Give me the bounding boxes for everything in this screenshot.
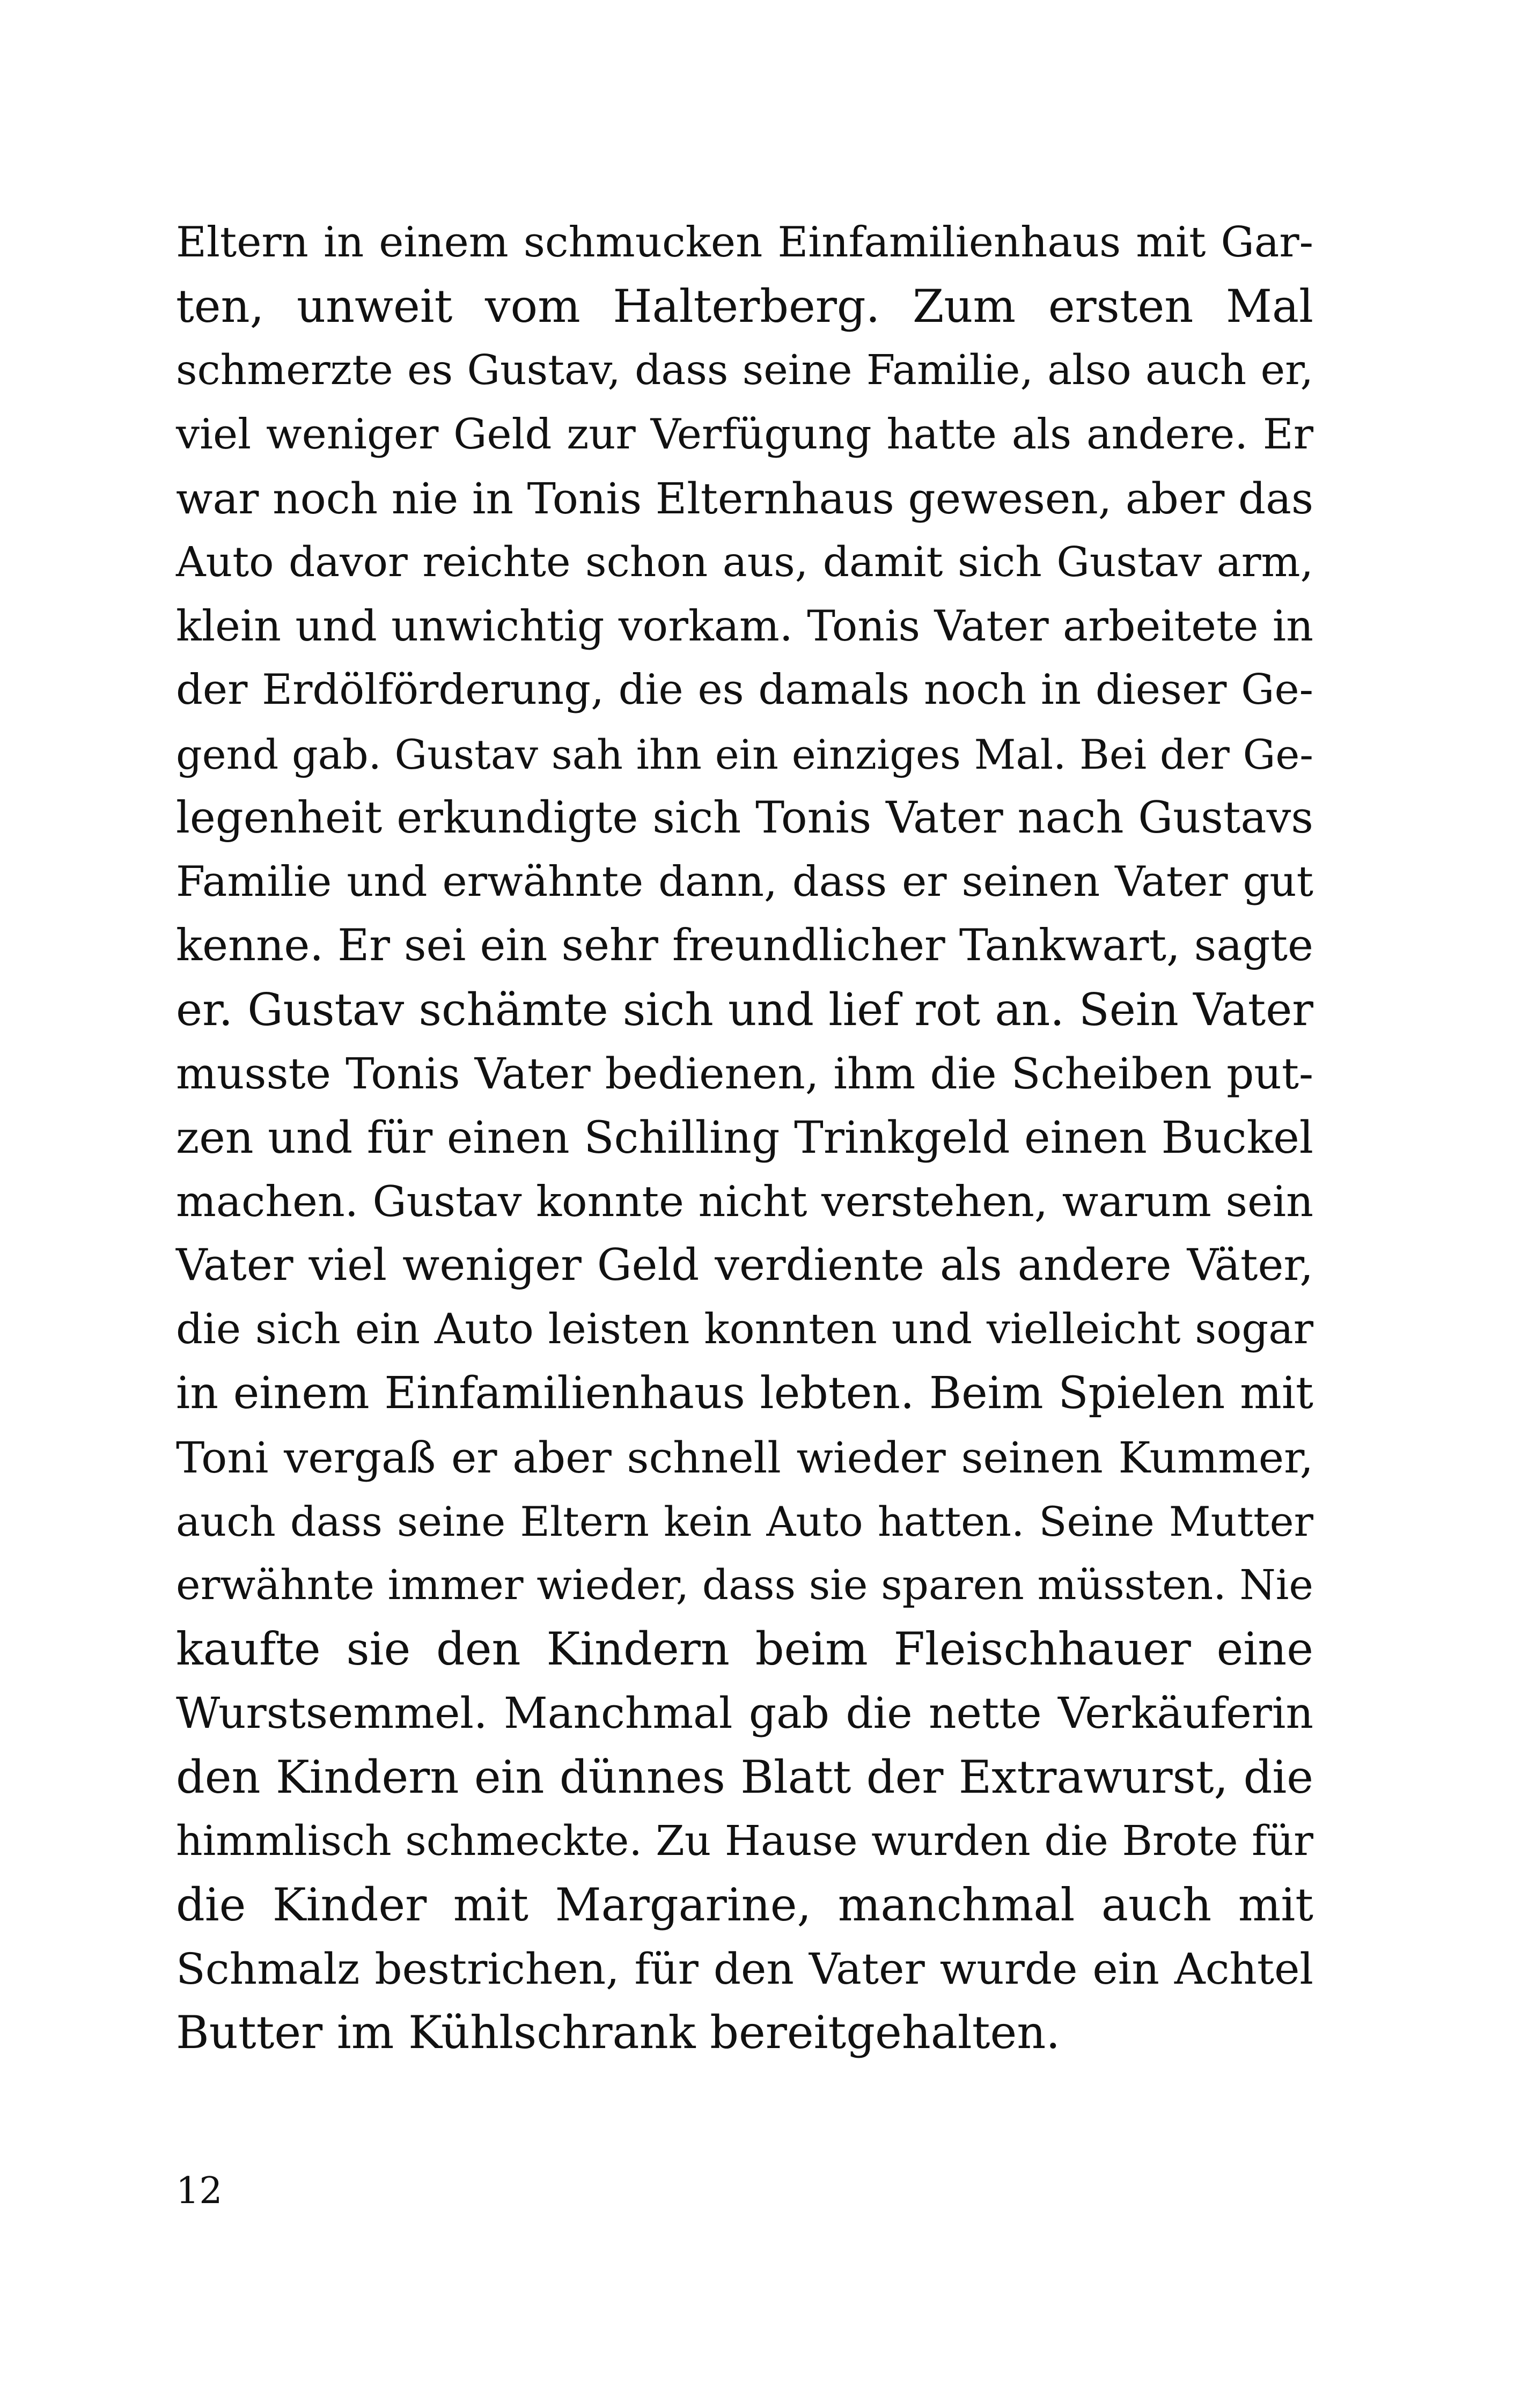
text-line: erwähnte immer wieder, dass sie sparen müssten. Nie <box>176 1561 1313 1609</box>
text-line: musste Tonis Vater bedienen, ihm die Scheiben put- <box>176 1049 1313 1099</box>
text-line: Wurstsemmel. Manchmal gab die nette Verkäuferin <box>176 1688 1313 1739</box>
text-line: himmlisch schmeckte. Zu Hause wurden die Brote für <box>176 1817 1313 1865</box>
page-number: 12 <box>176 2170 223 2212</box>
text-line: er. Gustav schämte sich und lief rot an. Sein Vater <box>176 984 1313 1036</box>
text-line: klein und unwichtig vorkam. Tonis Vater arbeitete in <box>176 601 1313 651</box>
text-line: Schmalz bestrichen, für den Vater wurde ein Achtel <box>176 1944 1313 1994</box>
text-line: die Kinder mit Margarine, manchmal auch mit <box>176 1878 1313 1931</box>
text-line: war noch nie in Tonis Elternhaus gewesen, aber das <box>176 473 1313 524</box>
text-line: Vater viel weniger Geld verdiente als andere Väter, <box>176 1240 1313 1291</box>
text-line: zen und für einen Schilling Trinkgeld einen Buckel <box>176 1112 1313 1164</box>
text-line: legenheit erkundigte sich Tonis Vater nach Gustavs <box>176 792 1313 843</box>
text-line: viel weniger Geld zur Verfügung hatte als andere. Er <box>176 410 1313 459</box>
text-line: Eltern in einem schmucken Einfamilienhaus mit Gar- <box>176 218 1313 267</box>
text-line: ten, unweit vom Halterberg. Zum ersten Mal <box>176 280 1313 333</box>
text-line: auch dass seine Eltern kein Auto hatten. Seine Mutter <box>176 1497 1313 1545</box>
text-line: die sich ein Auto leisten konnten und vielleicht sogar <box>176 1305 1313 1354</box>
text-line: der Erdölförderung, die es damals noch in dieser Ge- <box>176 666 1313 715</box>
text-line: Butter im Kühlschrank bereitgehalten. <box>176 2006 1061 2059</box>
text-line: machen. Gustav konnte nicht verstehen, warum sein <box>176 1176 1313 1226</box>
text-line: Toni vergaß er aber schnell wieder seinen Kummer, <box>176 1432 1313 1483</box>
text-line: den Kindern ein dünnes Blatt der Extrawurst, die <box>176 1750 1313 1803</box>
text-line: Familie und erwähnte dann, dass er seinen Vater gut <box>176 857 1313 906</box>
text-line: in einem Einfamilienhaus lebten. Beim Spielen mit <box>176 1368 1313 1419</box>
body-text <box>176 211 1313 2065</box>
text-line: kaufte sie den Kindern beim Fleischhauer eine <box>176 1623 1313 1676</box>
text-line: Auto davor reichte schon aus, damit sich Gustav arm, <box>176 538 1313 586</box>
text-line: kenne. Er sei ein sehr freundlicher Tankwart, sagte <box>176 921 1313 971</box>
text-line: gend gab. Gustav sah ihn ein einziges Mal. Bei der Ge- <box>176 730 1313 778</box>
text-line: schmerzte es Gustav, dass seine Familie, also auch er, <box>176 347 1313 395</box>
